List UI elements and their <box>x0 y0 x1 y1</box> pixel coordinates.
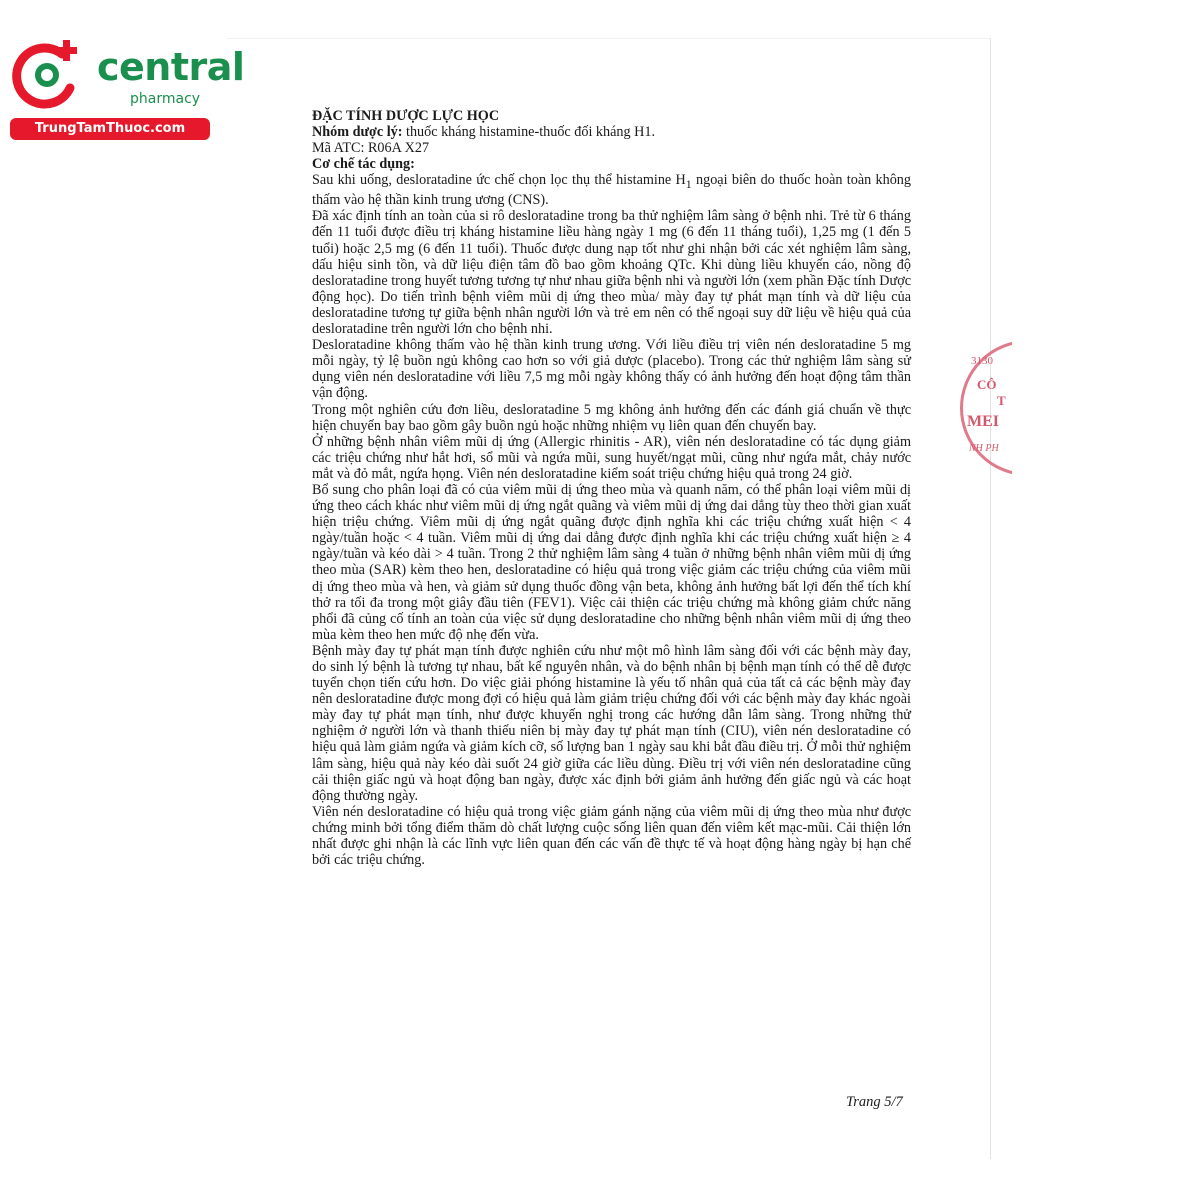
paragraph-classification: Bổ sung cho phân loại đã có của viêm mũi dị ứng theo mùa và quanh năm, có thể phân loại viêm mũi dị ứng theo cách khác như viêm mũi dị ứng ngắt quãng và viêm mũi dị ứng dai dẳng tùy theo thời gian xuất hiện triệu chứng. Viêm mũi dị ứng ngắt quãng được định nghĩa khi các triệu chứng xuất hiện < 4 ngày/tuần hoặc < 4 tuần. Viêm mũi dị ứng dai dẳng được định nghĩa khi các triệu chứng xuất hiện ≥ 4 ngày/tuần và kéo dài > 4 tuần. Trong 2 thử nghiệm lâm sàng 4 tuần ở những bệnh nhân viêm mũi dị ứng theo mùa (SAR) kèm theo hen, desloratadine có hiệu quả trong việc giảm các triệu chứng của viêm mũi dị ứng theo mùa và hen, và giảm sử dụng thuốc đồng vận beta, không ảnh hưởng bất lợi đến thể tích khí thở ra tối đa trong một giây đầu tiên (FEV1). Việc cải thiện các triệu chứng mà không giảm chức năng phổi đã củng cố tính an toàn của việc sử dụng desloratadine cho những bệnh nhân viêm mũi dị ứng theo mùa kèm theo hen mức độ nhẹ đến vừa. <box>312 481 911 643</box>
logo-brand-text: central <box>97 45 245 89</box>
central-pharmacy-logo <box>10 38 245 138</box>
stamp-text-4: MEI <box>967 413 999 430</box>
group-label: Nhóm dược lý: <box>312 124 403 141</box>
stamp-circle <box>960 340 1012 476</box>
paragraph-urticaria: Bệnh mày đay tự phát mạn tính được nghiên cứu như một mô hình lâm sàng đối với các bệnh mày đay, do sinh lý bệnh là tương tự nhau, bất kể nguyên nhân, và do bệnh nhân bị bệnh mạn tính có thể dễ được tuyển chọn tiến cứu hơn. Do việc giải phóng histamine là yếu tố nhân quả của tất cả các bệnh mày đay nên desloratadine được mong đợi có hiệu quả làm giảm triệu chứng đối với các bệnh mày đay khác ngoài mày đay tự phát mạn tính, như được khuyến nghị trong các hướng dẫn lâm sàng. Trong những thử nghiệm ở người lớn và thanh thiếu niên bị mày đay tự phát mạn tính (CIU), viên nén desloratadine có hiệu quả làm giảm ngứa và giảm kích cỡ, số lượng ban 1 ngày sau khi bắt đầu điều trị. Ở mỗi thử nghiệm lâm sàng, hiệu quả này kéo dài suốt 24 giờ giữa các liều dùng. Điều trị với viên nén desloratadine cũng cải thiện giấc ngủ và hoạt động ban ngày, được xác định bởi giảm ảnh hưởng đến giấc ngủ và các hoạt động thường ngày. <box>312 642 911 804</box>
page-number: Trang 5/7 <box>846 1094 903 1110</box>
stamp-text-5: NH PH <box>969 443 999 454</box>
central-pharmacy-logo-icon <box>10 38 85 113</box>
atc-code: Mã ATC: R06A X27 <box>312 140 430 157</box>
mechanism-subscript: 1 <box>685 177 692 192</box>
group-value: thuốc kháng histamine-thuốc đối kháng H1. <box>402 124 656 141</box>
paragraph-cns: Desloratadine không thấm vào hệ thần kinh trung ương. Với liều điều trị viên nén desloratadine 5 mg mỗi ngày, tỷ lệ buồn ngủ không cao hơn so với giả dược (placebo). Trong các thử nghiệm lâm sàng sử dụng viên nén desloratadine với liều 7,5 mg mỗi ngày không thấy có ảnh hưởng đến hoạt động tâm thần vận động. <box>312 337 911 402</box>
mechanism-paragraph <box>312 172 911 208</box>
mechanism-text-end: ngoại biên do thuốc hoàn toàn không thấm vào hệ thần kinh trung ương (CNS). <box>312 172 911 209</box>
logo-subtitle: pharmacy <box>130 91 201 107</box>
paragraph-flight: Trong một nghiên cứu đơn liều, desloratadine 5 mg không ảnh hưởng đến các đánh giá chuẩn về thực hiện chuyến bay bao gồm gây buồn ngủ hoặc những nhiệm vụ liên quan đến chuyến bay. <box>312 401 911 434</box>
document-body <box>312 108 911 868</box>
stamp-text-1: 3130 <box>971 355 993 367</box>
stamp-text-2: CÔ <box>977 377 997 392</box>
pharmacological-group <box>312 124 911 140</box>
company-stamp <box>952 340 1012 480</box>
paragraph-quality-of-life: Viên nén desloratadine có hiệu quả trong việc giảm gánh nặng của viêm mũi dị ứng theo mùa như được chứng minh bởi tổng điểm thăm dò chất lượng cuộc sống liên quan đến viêm kết mạc-mũi. Cải thiện lớn nhất được ghi nhận là các lĩnh vực liên quan đến các vấn đề thực tế và hoạt động hàng ngày bị hạn chế bởi các triệu chứng. <box>312 803 911 869</box>
mechanism-heading: Cơ chế tác dụng: <box>312 156 415 173</box>
logo-url-banner: TrungTamThuoc.com <box>10 118 210 140</box>
paragraph-allergic-rhinitis: Ở những bệnh nhân viêm mũi dị ứng (Allergic rhinitis - AR), viên nén desloratadine có tác dụng giảm các triệu chứng như hắt hơi, sổ mũi và ngứa mũi, sung huyết/ngạt mũi, cũng như ngứa mắt, chảy nước mắt và đỏ mắt, ngứa họng. Viên nén desloratadine kiểm soát triệu chứng hiệu quả trong 24 giờ. <box>312 433 911 482</box>
mechanism-text-start: Sau khi uống, desloratadine ức chế chọn lọc thụ thể histamine H <box>312 172 686 189</box>
stamp-text-3: T <box>997 393 1006 408</box>
paragraph-pediatric-safety: Đã xác định tính an toàn của si rô desloratadine trong ba thử nghiệm lâm sàng ở bệnh nhi. Trẻ từ 6 tháng đến 11 tuổi được điều trị kháng histamine liều hàng ngày 1 mg (6 đến 11 tháng tuổi), 1,25 mg (1 đến 5 tuổi) hoặc 2,5 mg (6 đến 11 tuổi). Thuốc được dung nạp tốt như ghi nhận bởi các xét nghiệm lâm sàng, dấu hiệu sinh tồn, và dữ liệu điện tâm đồ bao gồm khoảng QTc. Khi dùng liều khuyến cáo, nồng độ desloratadine trong huyết tương tương tự như nhau giữa bệnh nhi và người lớn (xem phần Đặc tính Dược động học). Do tiến trình bệnh viêm mũi dị ứng theo mùa/ mày đay tự phát mạn tính và dữ liệu của desloratadine tương tự giữa bệnh nhân người lớn và trẻ em nên có thể ngoại suy dữ liệu về hiệu quả của desloratadine trên người lớn cho bệnh nhi. <box>312 208 911 338</box>
section-heading: ĐẶC TÍNH DƯỢC LỰC HỌC <box>312 108 500 124</box>
